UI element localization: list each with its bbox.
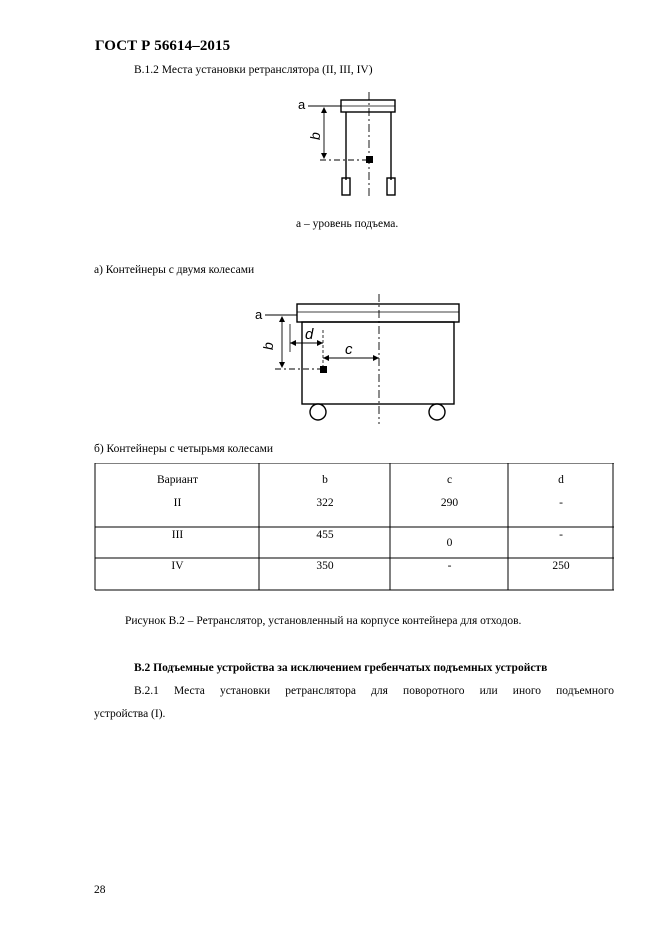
table-cell: - [559, 497, 563, 509]
section-heading-b12: В.1.2 Места установки ретранслятора (II, III, IV) [134, 64, 373, 76]
label-a: a [255, 307, 263, 322]
document-header: ГОСТ Р 56614–2015 [95, 38, 231, 54]
table-cell: 322 [316, 497, 334, 509]
header-b: b [322, 474, 328, 486]
table-cell: - [559, 529, 563, 541]
table-cell: 250 [552, 560, 570, 572]
label-c: c [345, 341, 353, 358]
label-b: b [307, 132, 323, 140]
label-d: d [305, 326, 314, 343]
figure1-caption: а – уровень подъема. [296, 218, 399, 230]
label-a: a [298, 97, 306, 112]
figure-caption: Рисунок В.2 – Ретранслятор, установленный на корпусе контейнера для отходов. [125, 615, 522, 627]
section-heading-b2: В.2 Подъемные устройства за исключением гребенчатых подъемных устройств [134, 662, 548, 674]
table-cell: 290 [440, 497, 459, 509]
table-cell: - [447, 560, 452, 572]
table-cell: II [173, 497, 182, 509]
transponder-marker [320, 366, 327, 373]
header-c: c [446, 474, 453, 486]
table-cell: 0 [446, 537, 453, 549]
paragraph-line-2: устройства (I). [94, 708, 166, 720]
left-foot [342, 178, 350, 195]
container-body [302, 322, 454, 404]
variants-table [94, 463, 614, 591]
transponder-marker [366, 156, 373, 163]
table-cell: 350 [316, 560, 334, 572]
table-cell: 455 [316, 529, 334, 541]
subcaption-two-wheels: а) Контейнеры с двумя колесами [94, 264, 255, 276]
right-foot [387, 178, 395, 195]
figure-container-side-diagram [245, 290, 475, 430]
paragraph-line-1: В.2.1 Места установки ретранслятора для поворотного или иного подъемного [134, 685, 614, 697]
container-lid [297, 304, 459, 322]
header-d: d [558, 474, 564, 486]
table-cell: IV [171, 560, 184, 572]
label-b: b [260, 342, 276, 350]
page-number: 28 [94, 884, 106, 896]
table-cell: III [171, 529, 184, 541]
left-wheel [310, 404, 326, 420]
subcaption-four-wheels: б) Контейнеры с четырьмя колесами [94, 443, 274, 455]
header-variant: Вариант [157, 474, 198, 486]
figure-lifting-level-diagram [290, 90, 410, 200]
right-wheel [429, 404, 445, 420]
